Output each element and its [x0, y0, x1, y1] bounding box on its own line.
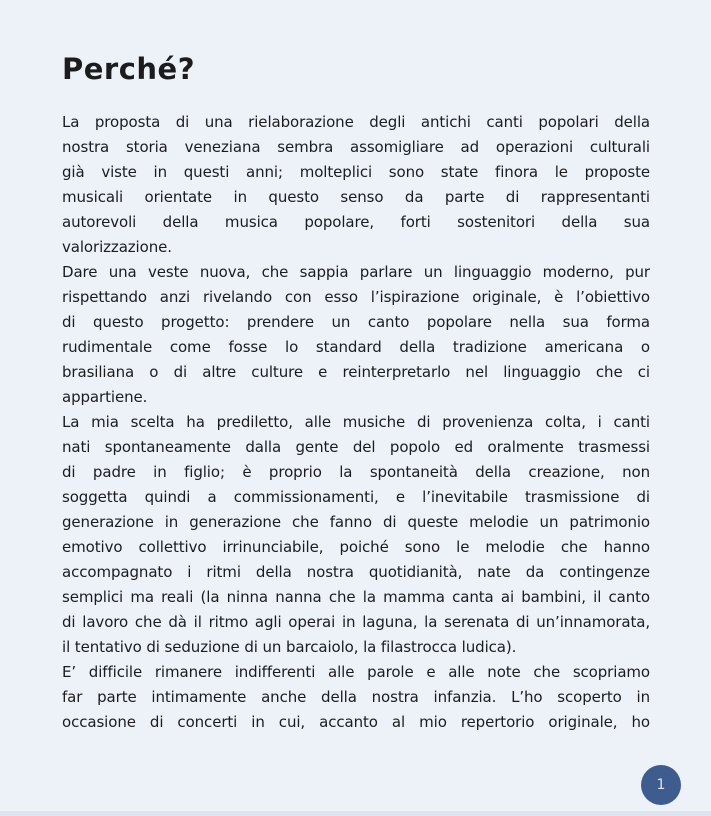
text-line: nostra storia veneziana sembra assomigliare ad operazioni culturali	[62, 138, 650, 156]
paragraph	[62, 260, 650, 410]
paragraph	[62, 410, 650, 660]
page-bottom-edge	[0, 811, 711, 816]
page-title: Perché?	[62, 52, 196, 86]
text-line: generazione in generazione che fanno di queste melodie un patrimonio	[62, 513, 650, 531]
text-line: di lavoro che dà il ritmo agli operai in laguna, la serenata di un’innamorata,	[62, 613, 650, 631]
text-line: il tentativo di seduzione di un barcaiolo, la filastrocca ludica).	[62, 638, 517, 656]
page-number: 1	[656, 777, 666, 793]
paragraph	[62, 110, 650, 260]
paragraph	[62, 660, 650, 735]
text-line: nati spontaneamente dalla gente del popolo ed oralmente trasmessi	[62, 438, 650, 456]
text-line: soggetta quindi a commissionamenti, e l’inevitabile trasmissione di	[62, 488, 650, 506]
text-line: di padre in figlio; è proprio la spontaneità della creazione, non	[62, 463, 650, 481]
text-line: semplici ma reali (la ninna nanna che la mamma canta ai bambini, il canto	[62, 588, 650, 606]
text-line: valorizzazione.	[62, 238, 172, 256]
text-line: La mia scelta ha prediletto, alle musiche di provenienza colta, i canti	[62, 413, 650, 431]
document-body	[62, 110, 650, 735]
text-line: già viste in questi anni; molteplici sono state finora le proposte	[62, 163, 650, 181]
text-line: brasiliana o di altre culture e reinterpretarlo nel linguaggio che ci	[62, 363, 650, 381]
text-line: di questo progetto: prendere un canto popolare nella sua forma	[62, 313, 650, 331]
text-line: Dare una veste nuova, che sappia parlare un linguaggio moderno, pur	[62, 263, 650, 281]
text-line: far parte intimamente anche della nostra infanzia. L’ho scoperto in	[62, 688, 650, 706]
text-line: accompagnato i ritmi della nostra quotidianità, nate da contingenze	[62, 563, 650, 581]
text-line: La proposta di una rielaborazione degli antichi canti popolari della	[62, 113, 650, 131]
text-line: emotivo collettivo irrinunciabile, poiché sono le melodie che hanno	[62, 538, 650, 556]
text-line: rudimentale come fosse lo standard della tradizione americana o	[62, 338, 650, 356]
text-line: rispettando anzi rivelando con esso l’ispirazione originale, è l’obiettivo	[62, 288, 650, 306]
text-line: appartiene.	[62, 388, 148, 406]
page-number-badge	[641, 765, 681, 805]
text-line: occasione di concerti in cui, accanto al mio repertorio originale, ho	[62, 713, 650, 731]
text-line: autorevoli della musica popolare, forti sostenitori della sua	[62, 213, 650, 231]
text-line: musicali orientate in questo senso da parte di rappresentanti	[62, 188, 650, 206]
text-line: E’ difficile rimanere indifferenti alle parole e alle note che scopriamo	[62, 663, 650, 681]
